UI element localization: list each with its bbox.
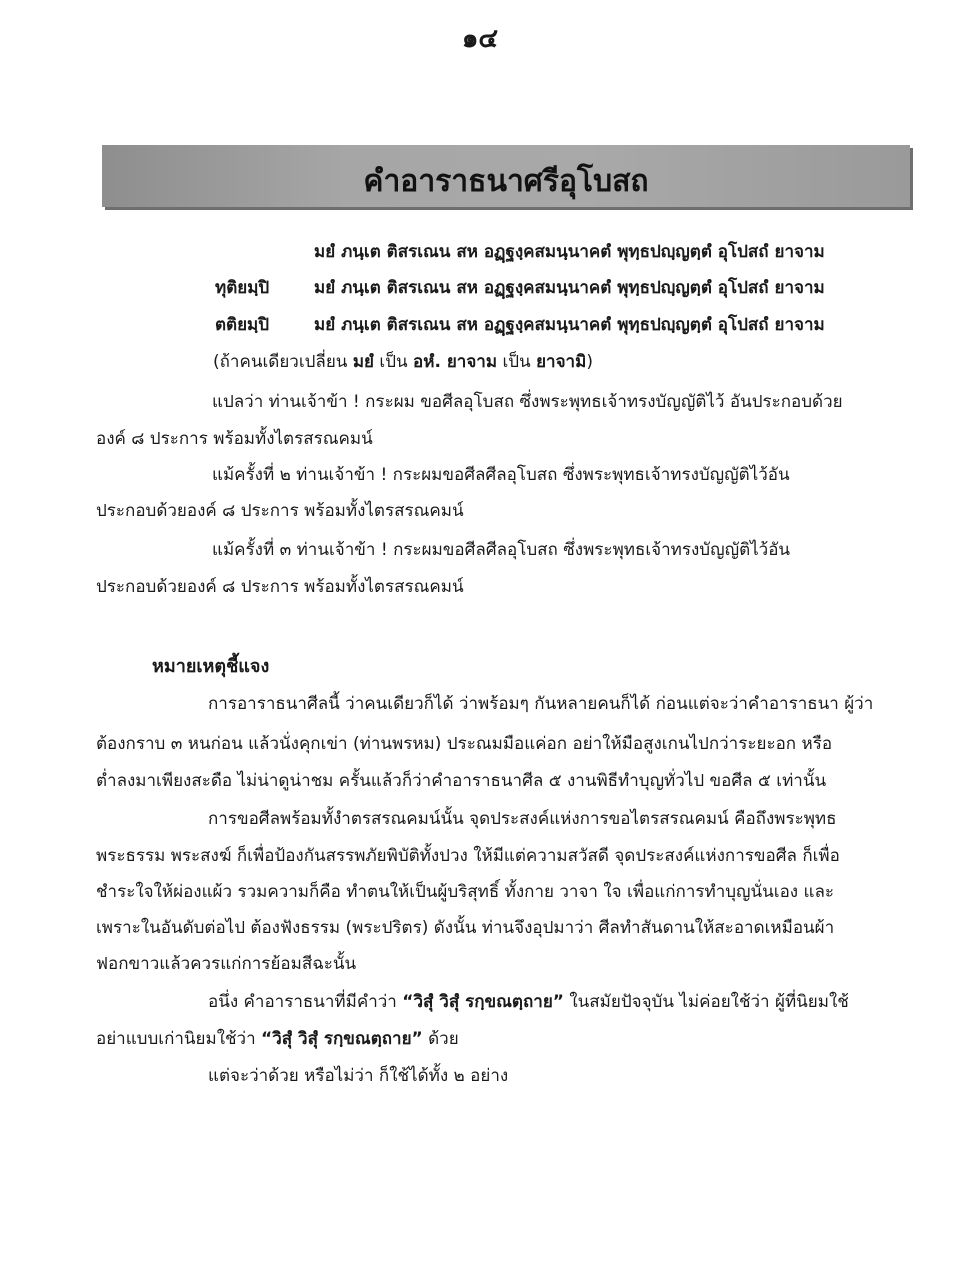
chant-label-2: ทุติยมฺปิ — [215, 278, 270, 298]
remarks-9-part-a: อนึ่ง คำอาราธนาที่มีคำว่า — [208, 992, 403, 1012]
note-word-2: อหํ. ยาจาม — [413, 352, 498, 372]
note-part-3: เป็น — [497, 352, 537, 372]
translation-line-1b: องค์ ๘ ประการ พร้อมทั้งไตรสรณคมน์ — [96, 429, 373, 449]
chant-line-1: มยํ ภนฺเต ติสรเณน สห อฏฺฐงฺคสมนฺนาคตํ พุทฺธปญฺญตฺตํ อุโปสถํ ยาจาม — [314, 242, 825, 262]
change-note — [213, 348, 593, 375]
translation-line-2a: แม้ครั้งที่ ๒ ท่านเจ้าข้า ! กระผมขอศีลศีลอุโบสถ ซึ่งพระพุทธเจ้าทรงบัญญัติไว้อัน — [212, 465, 790, 485]
note-part-1: (ถ้าคนเดียวเปลี่ยน — [213, 352, 353, 372]
translation-line-1a: แปลว่า ท่านเจ้าข้า ! กระผม ขอศีลอุโบสถ ซึ่งพระพุทธเจ้าทรงบัญญัติไว้ อันประกอบด้วย — [212, 392, 843, 412]
remarks-line-10 — [96, 1025, 459, 1052]
note-word-1: มยํ — [352, 352, 374, 372]
chant-label-3: ตติยมฺปิ — [215, 315, 270, 335]
remarks-line-8: ฟอกขาวแล้วควรแก่การย้อมสีฉะนั้น — [96, 954, 357, 974]
remarks-heading: หมายเหตุชี้แจง — [152, 656, 270, 677]
page-title: คำอาราธนาศรีอุโบสถ — [363, 164, 649, 199]
translation-line-3b: ประกอบด้วยองค์ ๘ ประการ พร้อมทั้งไตรสรณคมน์ — [96, 577, 464, 597]
remarks-10-part-c: ด้วย — [422, 1029, 459, 1049]
remarks-9-pali: “วิสุํ วิสุํ รกฺขณตฺถาย” — [402, 992, 564, 1012]
remarks-line-3: ต่ำลงมาเพียงสะดือ ไม่น่าดูน่าชม ครั้นแล้วก็ว่าคำอาราธนาศีล ๕ งานพิธีทำบุญทั่วไป ขอศีล ๕ เท่านั้น — [96, 771, 827, 791]
translation-line-3a: แม้ครั้งที่ ๓ ท่านเจ้าข้า ! กระผมขอศีลศีลอุโบสถ ซึ่งพระพุทธเจ้าทรงบัญญัติไว้อัน — [212, 540, 791, 560]
chant-line-3: มยํ ภนฺเต ติสรเณน สห อฏฺฐงฺคสมนฺนาคตํ พุทฺธปญฺญตฺตํ อุโปสถํ ยาจาม — [314, 315, 825, 335]
remarks-line-5: พระธรรม พระสงฆ์ ก็เพื่อป้องกันสรรพภัยพิบัติทั้งปวง ให้มีแต่ความสวัสดี จุดประสงค์แห่งการขอศีล ก็เพื่อ — [96, 846, 840, 866]
remarks-line-9 — [208, 988, 849, 1015]
translation-line-2b: ประกอบด้วยองค์ ๘ ประการ พร้อมทั้งไตรสรณคมน์ — [96, 501, 464, 521]
note-part-4: ) — [586, 352, 593, 372]
remarks-9-part-c: ในสมัยปัจจุบัน ไม่ค่อยใช้ว่า ผู้ที่นิยมใช้ — [563, 992, 849, 1012]
remarks-line-1: การอาราธนาศีลนี้ ว่าคนเดียวก็ได้ ว่าพร้อมๆ กันหลายคนก็ได้ ก่อนแต่จะว่าคำอาราธนา ผู้ว่า — [208, 694, 874, 714]
remarks-10-pali: “วิสุํ วิสุํ รกฺขณตฺถาย” — [261, 1029, 423, 1049]
remarks-line-11: แต่จะว่าด้วย หรือไม่ว่า ก็ใช้ได้ทั้ง ๒ อย่าง — [208, 1066, 509, 1086]
page-number: ๑๔ — [461, 24, 499, 54]
remarks-line-2: ต้องกราบ ๓ หนก่อน แล้วนั่งคุกเข่า (ท่านพรหม) ประณมมือแค่อก อย่าให้มือสูงเกนไปกว่าระยะอก หรือ — [96, 734, 833, 754]
chant-line-2: มยํ ภนฺเต ติสรเณน สห อฏฺฐงฺคสมนฺนาคตํ พุทฺธปญฺญตฺตํ อุโปสถํ ยาจาม — [314, 278, 825, 298]
remarks-line-7: เพราะในอันดับต่อไป ต้องฟังธรรม (พระปริตร) ดังนั้น ท่านจึงอุปมาว่า ศีลทำสันดานให้สะอาดเหมือนผ้า — [96, 918, 835, 938]
remarks-10-part-a: อย่าแบบเก่านิยมใช้ว่า — [96, 1029, 262, 1049]
note-part-2: เป็น — [374, 352, 414, 372]
remarks-line-4: การขอศีลพร้อมทั้งำตรสรณคมน์นั้น จุดประสงค์แห่งการขอไตรสรณคมน์ คือถึงพระพุทธ — [208, 809, 837, 829]
remarks-line-6: ชำระใจให้ผ่องแผ้ว รวมความก็คือ ทำตนให้เป็นผู้บริสุทธิ์ ทั้งกาย วาจา ใจ เพื่อแก่การทำบุญนั่นเอง และ — [96, 882, 834, 902]
note-word-3: ยาจามิ — [536, 352, 587, 372]
